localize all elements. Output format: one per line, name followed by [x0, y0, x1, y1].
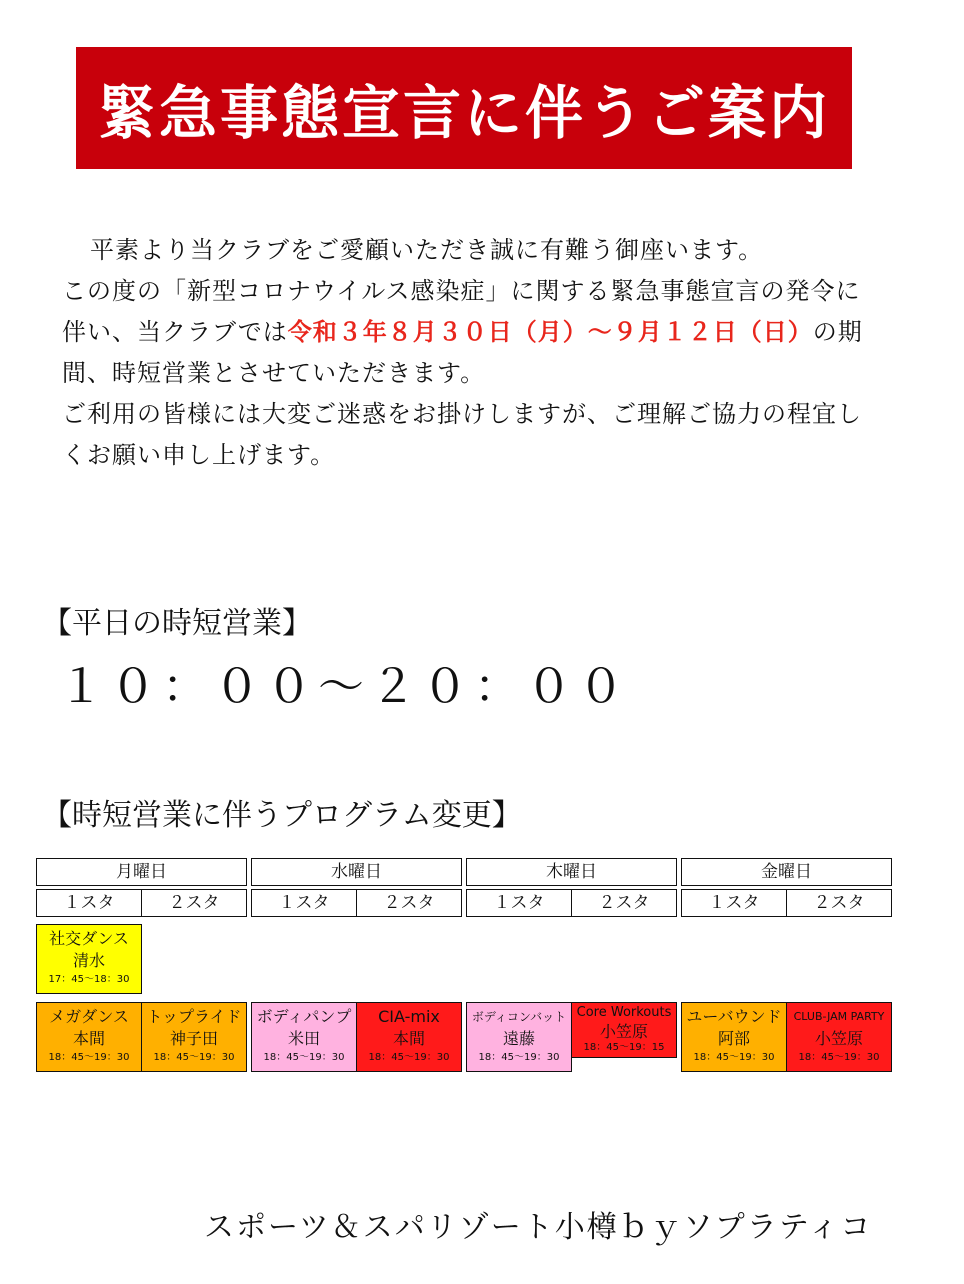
instructor: 米田	[287, 1029, 320, 1048]
studio-2: ２スタ	[141, 889, 247, 917]
program-time: 18：45〜19：15	[583, 1042, 665, 1053]
instructor: 清水	[72, 951, 105, 970]
club-name: スポーツ＆スパリゾート小樽ｂｙソプラティコ	[204, 1210, 873, 1245]
program-name: CLUB-JAM PARTY	[793, 1010, 885, 1023]
program-u-bound	[681, 1002, 787, 1072]
program-body-pump	[251, 1002, 357, 1072]
program-body-combat	[466, 1002, 572, 1072]
studio-1: １スタ	[466, 889, 572, 917]
intro-text	[62, 230, 882, 476]
studio-1: １スタ	[681, 889, 787, 917]
instructor: 本間	[392, 1029, 425, 1048]
program-time: 18：45〜19：30	[153, 1052, 235, 1063]
studio-1: １スタ	[36, 889, 142, 917]
instructor: 阿部	[717, 1029, 750, 1048]
program-mega-dance	[36, 1002, 142, 1072]
program-time: 18：45〜19：30	[48, 1052, 130, 1063]
intro-notice-end: の期間、時短営業とさせていただきます。	[62, 318, 863, 387]
program-heading: 【時短営業に伴うプログラム変更】	[42, 798, 522, 833]
program-core-workouts	[571, 1002, 677, 1058]
instructor: 小笠原	[599, 1022, 648, 1041]
day-thursday: 木曜日	[466, 858, 677, 886]
program-name: ユーバウンド	[686, 1007, 782, 1026]
intro-notice-start: この度の「新型コロナウイルス感染症」に関する緊急事態宣言の発令に伴い、当クラブでは	[62, 277, 861, 346]
program-name: メガダンス	[49, 1007, 129, 1026]
program-name: CIA-mix	[378, 1007, 440, 1026]
program-club-jam-party	[786, 1002, 892, 1072]
instructor: 小笠原	[814, 1029, 863, 1048]
program-time: 18：45〜19：30	[693, 1052, 775, 1063]
studio-1: １スタ	[251, 889, 357, 917]
intro-notice-date: 令和３年８月３０日（月）〜９月１２日（日）	[287, 318, 813, 346]
program-time: 18：45〜19：30	[798, 1052, 880, 1063]
program-name: Core Workouts	[576, 1005, 672, 1020]
program-top-ride	[141, 1002, 247, 1072]
program-time: 17：45〜18：30	[48, 974, 130, 985]
title-text: 緊急事態宣言に伴うご案内	[97, 79, 830, 147]
day-monday: 月曜日	[36, 858, 247, 886]
program-time: 18：45〜19：30	[478, 1052, 560, 1063]
weekday-heading: 【平日の時短営業】	[42, 606, 312, 641]
program-name: ボディコンバット	[471, 1010, 567, 1024]
studio-2: ２スタ	[571, 889, 677, 917]
program-time: 18：45〜19：30	[263, 1052, 345, 1063]
program-time: 18：45〜19：30	[368, 1052, 450, 1063]
title-banner	[76, 47, 852, 169]
program-name: ボディパンプ	[256, 1007, 352, 1026]
intro-apology: ご利用の皆様には大変ご迷惑をお掛けしますが、ご理解ご協力の程宜しくお願い申し上げます。	[62, 400, 862, 469]
instructor: 本間	[72, 1029, 105, 1048]
intro-notice	[62, 271, 882, 394]
weekday-hours: １０：００〜２０：００	[58, 659, 630, 713]
studio-2: ２スタ	[356, 889, 462, 917]
instructor: 神子田	[169, 1029, 218, 1048]
day-friday: 金曜日	[681, 858, 892, 886]
program-cia-mix	[356, 1002, 462, 1072]
intro-greeting: 平素より当クラブをご愛顧いただき誠に有難う御座います。	[90, 236, 764, 264]
program-name: 社交ダンス	[49, 929, 129, 948]
studio-2: ２スタ	[786, 889, 892, 917]
instructor: 遠藤	[502, 1029, 535, 1048]
day-wednesday: 水曜日	[251, 858, 462, 886]
program-name: トップライド	[146, 1007, 242, 1026]
program-social-dance	[36, 924, 142, 994]
